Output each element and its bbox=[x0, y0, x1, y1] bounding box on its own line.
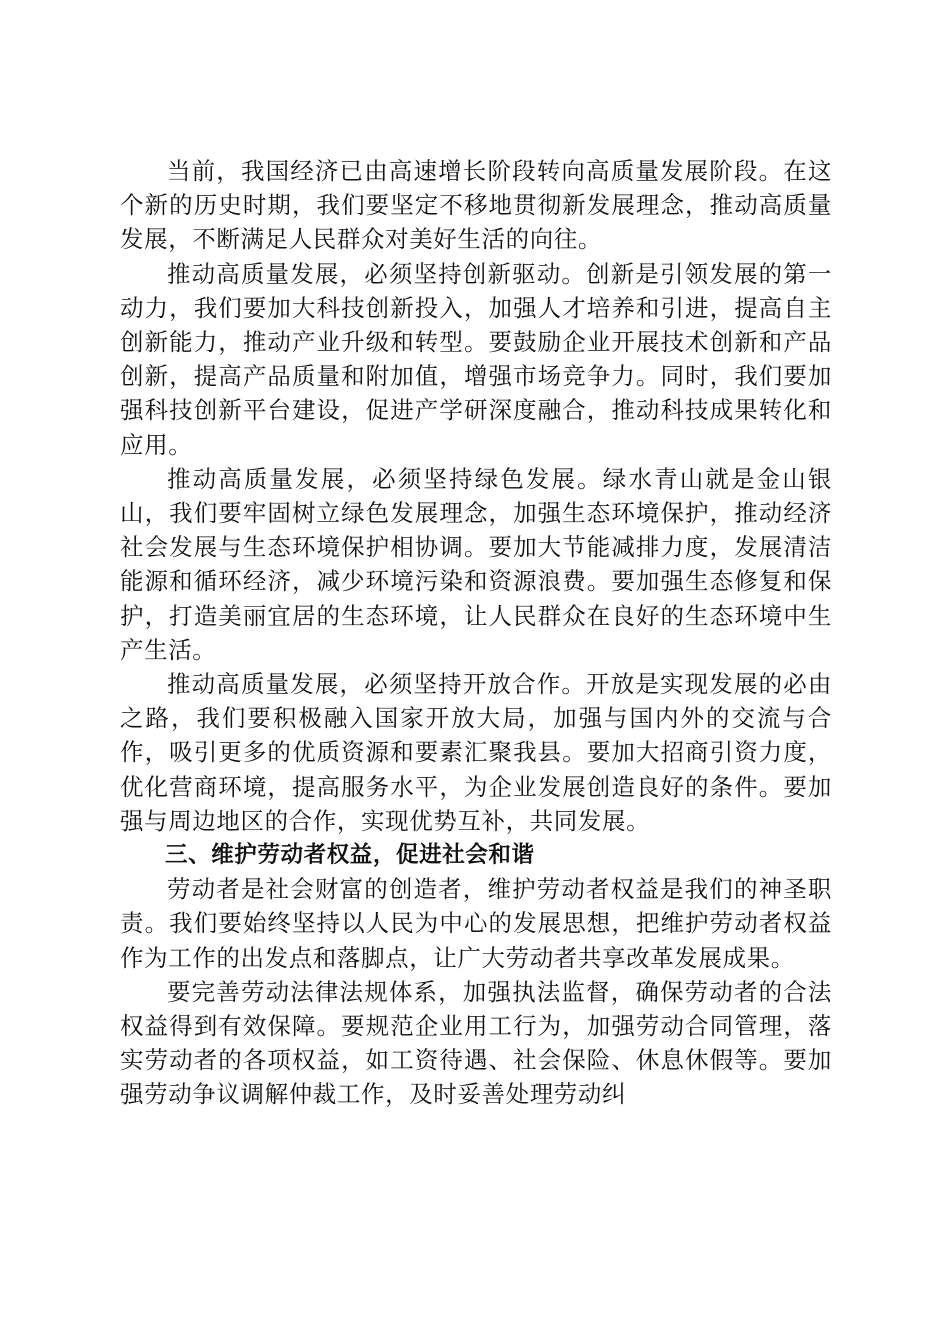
paragraph-green-development: 推动高质量发展，必须坚持绿色发展。绿水青山就是金山银山，我们要牢固树立绿色发展理念，加强生态环境保护，推动经济社会发展与生态环境保护相协调。要加大节能减排力度，发展清洁能源和循环经济，减少环境污染和资源浪费。要加强生态修复和保护，打造美丽宜居的生态环境，让人民群众在良好的生态环境中生产生活。 bbox=[120, 464, 832, 664]
paragraph-worker-rights: 劳动者是社会财富的创造者，维护劳动者权益是我们的神圣职责。我们要始终坚持以人民为中心的发展思想，把维护劳动者权益作为工作的出发点和落脚点，让广大劳动者共享改革发展成果。 bbox=[120, 875, 832, 972]
document-body bbox=[120, 154, 832, 1112]
paragraph-innovation: 推动高质量发展，必须坚持创新驱动。创新是引领发展的第一动力，我们要加大科技创新投入，加强人才培养和引进，提高自主创新能力，推动产业升级和转型。要鼓励企业开展技术创新和产品创新，提高产品质量和附加值，增强市场竞争力。同时，我们要加强科技创新平台建设，促进产学研深度融合，推动科技成果转化和应用。 bbox=[120, 259, 832, 459]
paragraph-intro: 当前，我国经济已由高速增长阶段转向高质量发展阶段。在这个新的历史时期，我们要坚定不移地贯彻新发展理念，推动高质量发展，不断满足人民群众对美好生活的向往。 bbox=[120, 157, 832, 254]
section-heading: 三、维护劳动者权益，促进社会和谐 bbox=[165, 842, 535, 869]
paragraph-labor-law: 要完善劳动法律法规体系，加强执法监督，确保劳动者的合法权益得到有效保障。要规范企业用工行为，加强劳动合同管理，落实劳动者的各项权益，如工资待遇、社会保险、休息休假等。要加强劳动争议调解仲裁工作，及时妥善处理劳动纠 bbox=[120, 977, 832, 1109]
paragraph-open-cooperation: 推动高质量发展，必须坚持开放合作。开放是实现发展的必由之路，我们要积极融入国家开放大局，加强与国内外的交流与合作，吸引更多的优质资源和要素汇聚我县。要加大招商引资力度，优化营商环境，提高服务水平，为企业发展创造良好的条件。要加强与周边地区的合作，实现优势互补，共同发展。 bbox=[120, 670, 832, 835]
